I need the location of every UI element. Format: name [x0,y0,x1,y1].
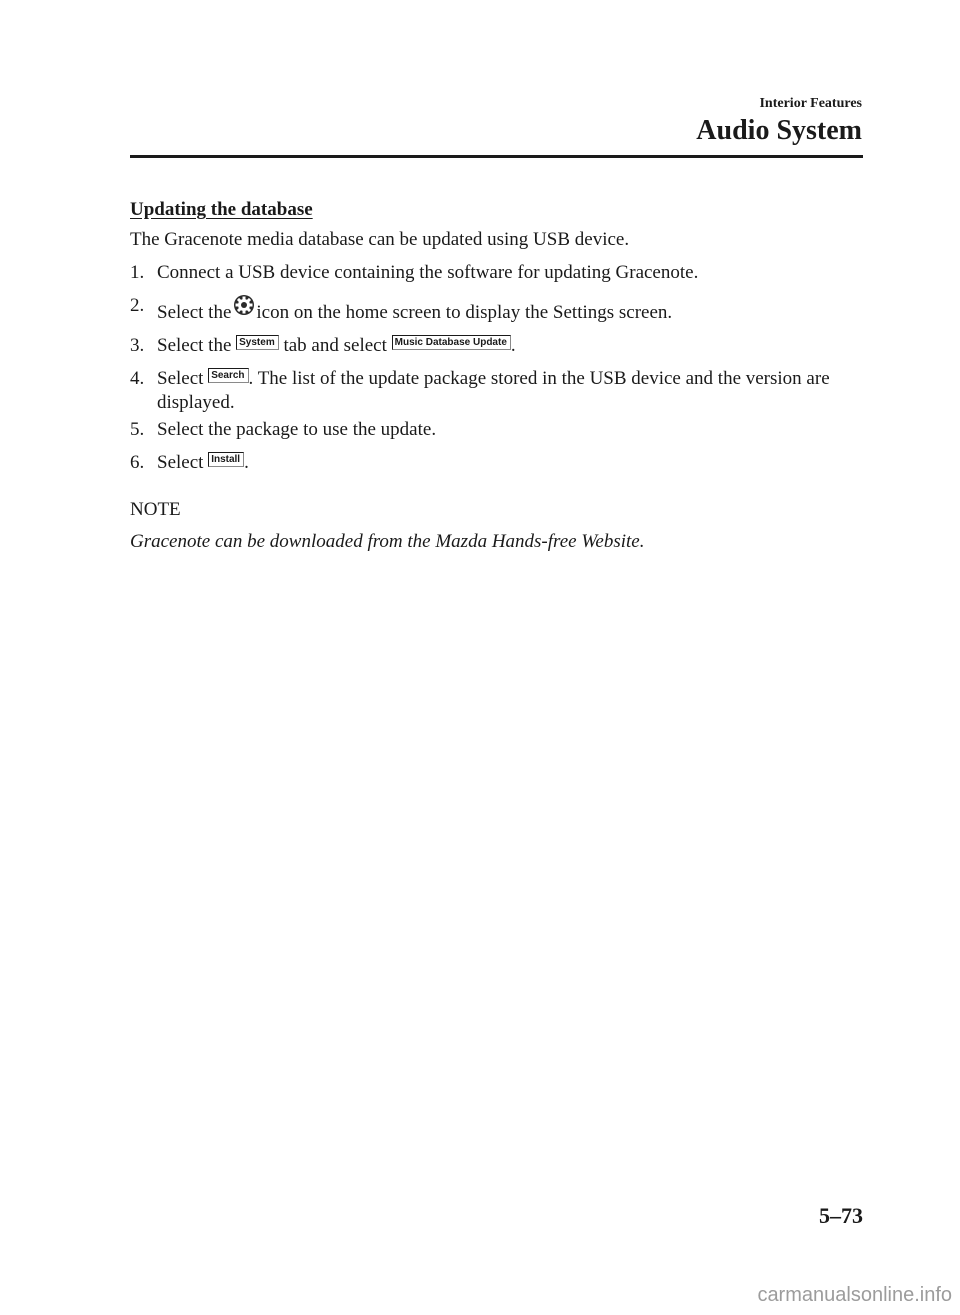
list-item [130,367,865,415]
step-text: tab and select [283,335,387,356]
search-button[interactable]: Search [208,368,248,383]
step-text: Select the [157,302,232,323]
step-text: Select the [157,335,232,356]
header-divider [130,155,863,158]
intro-paragraph: The Gracenote media database can be updated using USB device. [130,229,630,250]
list-item [130,451,865,475]
step-text: Connect a USB device containing the software for updating Gracenote. [157,262,699,283]
section-heading: Updating the database [130,199,313,220]
list-item [130,334,865,358]
step-number: 5. [130,419,145,440]
gear-icon [233,294,255,316]
chapter-title: Audio System [696,115,862,146]
step-text: . The list of the update package stored in the USB device and the version are displayed. [157,368,830,413]
page-number: 5–73 [819,1203,863,1228]
step-text: . [244,452,249,473]
install-button[interactable]: Install [208,452,244,467]
list-item [130,261,865,285]
step-number: 2. [130,295,145,316]
step-number: 6. [130,452,145,473]
system-tab-button[interactable]: System [236,335,279,350]
step-text: Select [157,368,204,389]
step-text: . [510,335,516,356]
note-label: NOTE [130,499,181,520]
note-text: Gracenote can be downloaded from the Mazda Hands-free Website. [130,531,645,552]
main-content [130,197,865,555]
step-text: Select the package to use the update. [157,419,437,440]
step-number: 4. [130,368,145,389]
section-label: Interior Features [759,96,862,111]
step-number: 1. [130,262,145,283]
header-block [696,96,862,148]
list-item [130,418,865,442]
watermark: carmanualsonline.info [757,1284,952,1306]
steps-list [130,261,865,475]
step-number: 3. [130,335,145,356]
step-text: Select [157,452,204,473]
music-database-update-button[interactable]: Music Database Update [392,335,511,350]
step-text: icon on the home screen to display the Settings screen. [256,302,673,323]
list-item [130,294,865,325]
